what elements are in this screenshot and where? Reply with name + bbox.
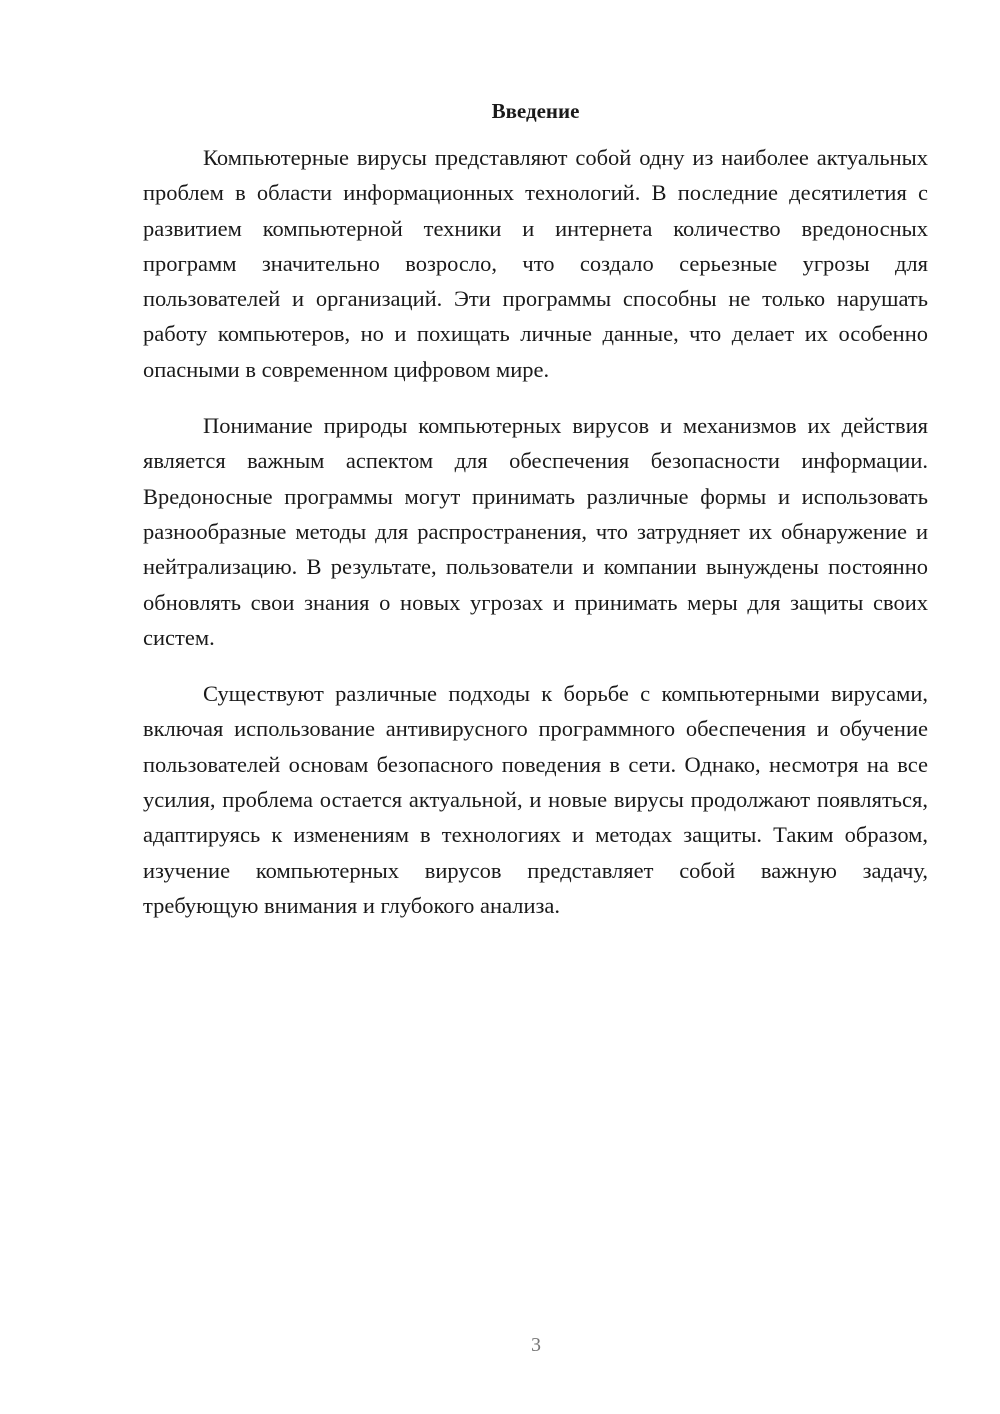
paragraph: Существуют различные подходы к борьбе с компьютерными вирусами, включая использование антивирусного программного обеспечения и обучение пользователей основам безопасного поведения в сети. Однако, несмотря на все усилия, проблема остается актуальной, и новые вирусы продолжают появляться, адаптируясь к изменениям в технологиях и методах защиты. Таким образом, изучение компьютерных вирусов представляет собой важную задачу, требующую внимания и глубокого анализа. [143, 681, 928, 918]
paragraph: Компьютерные вирусы представляют собой одну из наиболее актуальных проблем в области информационных технологий. В последние десятилетия с развитием компьютерной техники и интернета количество вредоносных программ значительно возросло, что создало серьезные угрозы для пользователей и организаций. Эти программы способны не только нарушать работу компьютеров, но и похищать личные данные, что делает их особенно опасными в современном цифровом мире. [143, 145, 928, 382]
paragraph: Понимание природы компьютерных вирусов и механизмов их действия является важным аспектом для обеспечения безопасности информации. Вредоносные программы могут принимать различные формы и использовать разнообразные методы для распространения, что затрудняет их обнаружение и нейтрализацию. В результате, пользователи и компании вынуждены постоянно обновлять свои знания о новых угрозах и принимать меры для защиты своих систем. [143, 413, 928, 650]
page-number: 3 [531, 1334, 541, 1356]
page-content [143, 96, 928, 944]
section-heading: Введение [491, 99, 580, 123]
